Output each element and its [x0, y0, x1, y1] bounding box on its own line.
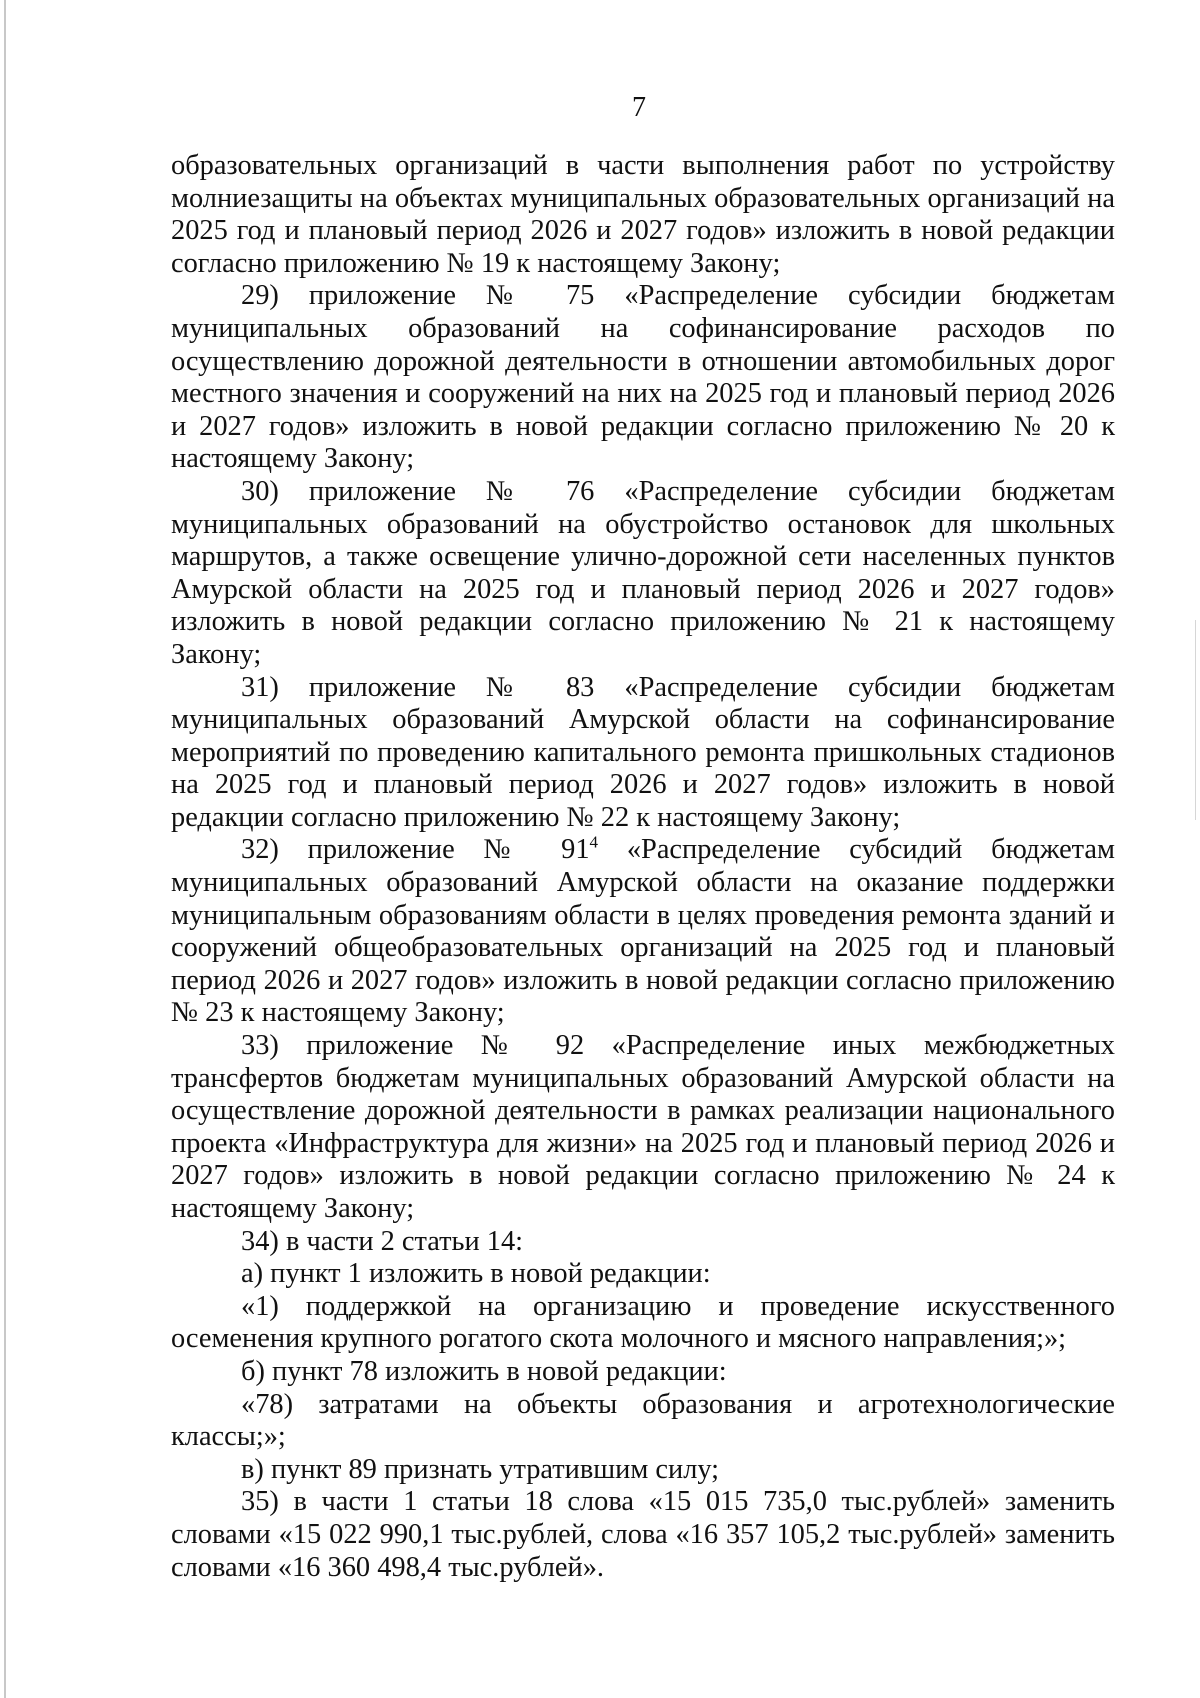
item-32-start: 32) приложение № 91	[241, 834, 590, 866]
body-text	[171, 150, 1115, 1584]
paragraph-item-30: 30) приложение № 76 «Распределение субсидии бюджетам муниципальных образований на обустройство остановок для школьных маршрутов, а также освещение улично-дорожной сети населенных пунктов Амурской области на 2025 год и плановый период 2026 и 2027 годов» изложить в новой редакции согласно приложению № 21 к настоящему Закону;	[171, 475, 1115, 670]
paragraph-subitem-b: б) пункт 78 изложить в новой редакции:	[241, 1355, 727, 1387]
paragraph-item-32	[171, 834, 1115, 1030]
paragraph-item-31: 31) приложение № 83 «Распределение субсидии бюджетам муниципальных образований Амурской области на софинансирование мероприятий по проведению капитального ремонта пришкольных стадионов на 2025 год и плановый период 2026 и 2027 годов» изложить в новой редакции согласно приложению № 22 к настоящему Закону;	[171, 671, 1115, 833]
scan-edge-right	[1195, 620, 1196, 820]
paragraph-subitem-v: в) пункт 89 признать утратившим силу;	[241, 1453, 720, 1485]
paragraph-item-34: 34) в части 2 статьи 14:	[241, 1225, 524, 1257]
scan-edge-left	[4, 0, 6, 1698]
paragraph-subitem-a: а) пункт 1 изложить в новой редакции:	[241, 1258, 711, 1290]
paragraph-quote-78: «78) затратами на объекты образования и агротехнологические классы;»;	[171, 1388, 1115, 1453]
paragraph-quote-1: «1) поддержкой на организацию и проведение искусственного осеменения крупного рогатого скота молочного и мясного направления;»;	[171, 1290, 1115, 1355]
paragraph-item-35: 35) в части 1 статьи 18 слова «15 015 735,0 тыс.рублей» заменить словами «15 022 990,1 тыс.рублей, слова «16 357 105,2 тыс.рублей» заменить словами «16 360 498,4 тыс.рублей».	[171, 1486, 1115, 1583]
paragraph-continuation: образовательных организаций в части выполнения работ по устройству молниезащиты на объектах муниципальных образовательных организаций на 2025 год и плановый период 2026 и 2027 годов» изложить в новой редакции согласно приложению № 19 к настоящему Закону;	[171, 150, 1115, 279]
page-number: 7	[632, 92, 646, 123]
item-32-rest: «Распределение субсидий бюджетам муниципальных образований Амурской области на оказание поддержки муниципальным образованиям области в целях проведения ремонта зданий и сооружений общеобразовательных организаций на 2025 год и плановый период 2026 и 2027 годов» изложить в новой редакции согласно приложению № 23 к настоящему Закону;	[171, 834, 1115, 1029]
appendix-superscript: 4	[589, 833, 599, 852]
paragraph-item-29: 29) приложение № 75 «Распределение субсидии бюджетам муниципальных образований на софинансирование расходов по осуществлению дорожной деятельности в отношении автомобильных дорог местного значения и сооружений на них на 2025 год и плановый период 2026 и 2027 годов» изложить в новой редакции согласно приложению № 20 к настоящему Закону;	[171, 280, 1115, 475]
paragraph-item-33: 33) приложение № 92 «Распределение иных межбюджетных трансфертов бюджетам муниципальных образований Амурской области на осуществление дорожной деятельности в рамках реализации национального проекта «Инфраструктура для жизни» на 2025 год и плановый период 2026 и 2027 годов» изложить в новой редакции согласно приложению № 24 к настоящему Закону;	[171, 1030, 1115, 1224]
